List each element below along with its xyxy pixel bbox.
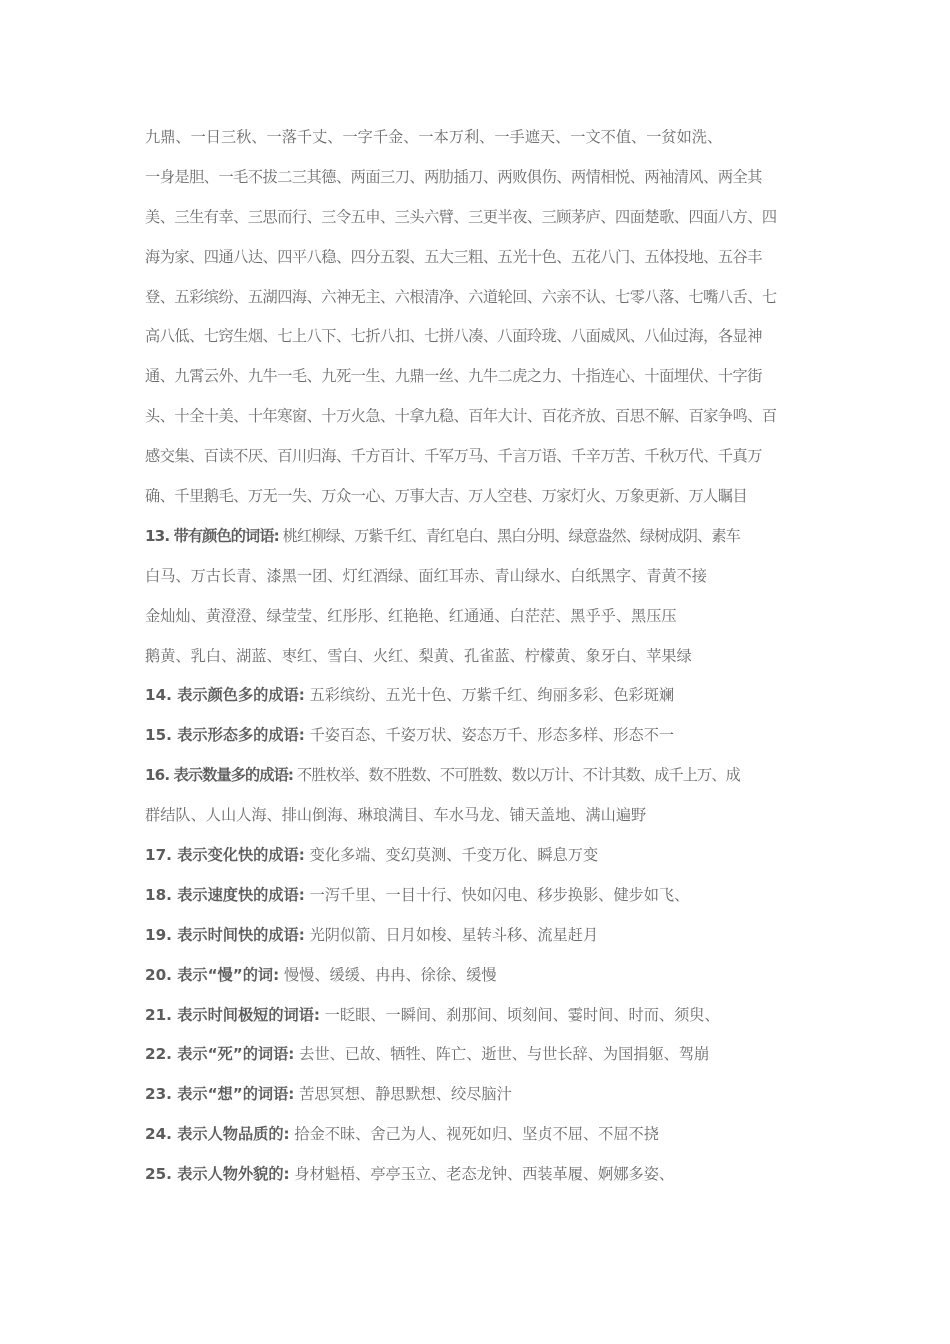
document-page xyxy=(145,118,810,1195)
section-18-label: 18. 表示速度快的成语: xyxy=(145,885,305,904)
section-24 xyxy=(145,1115,810,1155)
section-23 xyxy=(145,1075,810,1115)
section-17-text: 变化多端、变幻莫测、千变万化、瞬息万变 xyxy=(304,846,599,865)
section-24-text: 拾金不昧、舍己为人、视死如归、坚贞不屈、不屈不挠 xyxy=(289,1125,659,1144)
section-20 xyxy=(145,956,810,996)
section-13-text: 桃红柳绿、万紫千红、青红皂白、黑白分明、绿意盎然、绿树成阴、素车 xyxy=(278,526,740,545)
idiom-line-10: 确、千里鹅毛、万无一失、万众一心、万事大吉、万人空巷、万家灯火、万象更新、万人瞩目 xyxy=(145,487,748,506)
section-16-text: 不胜枚举、数不胜数、不可胜数、数以万计、不计其数、成千上万、成 xyxy=(293,766,740,785)
section-13-cont-3: 鹅黄、乳白、湖蓝、枣红、雪白、火红、梨黄、孔雀蓝、柠檬黄、象牙白、苹果绿 xyxy=(145,646,692,665)
section-25-text: 身材魁梧、亭亭玉立、老态龙钟、西装革履、婀娜多姿、 xyxy=(289,1165,675,1184)
idiom-line-2: 一身是胆、一毛不拔二三其德、两面三刀、两肋插刀、两败俱伤、两情相悦、两袖清风、两全其 xyxy=(145,167,762,186)
section-15-label: 15. 表示形态多的成语: xyxy=(145,726,305,745)
idiom-line-7: 通、九霄云外、九牛一毛、九死一生、九鼎一丝、九牛二虎之力、十指连心、十面埋伏、十字街 xyxy=(145,367,762,386)
idiom-line-4: 海为家、四通八达、四平八稳、四分五裂、五大三粗、五光十色、五花八门、五体投地、五谷丰 xyxy=(145,247,762,266)
section-19 xyxy=(145,916,810,956)
section-14-text: 五彩缤纷、五光十色、万紫千红、绚丽多彩、色彩斑斓 xyxy=(304,686,675,705)
section-21-text: 一眨眼、一瞬间、刹那间、顷刻间、霎时间、时而、须臾、 xyxy=(319,1005,720,1024)
section-22-text: 去世、已故、牺牲、阵亡、逝世、与世长辞、为国捐躯、驾崩 xyxy=(294,1045,710,1064)
section-20-text: 慢慢、缓缓、冉冉、徐徐、缓慢 xyxy=(279,965,497,984)
section-25-label: 25. 表示人物外貌的: xyxy=(145,1165,290,1184)
section-25 xyxy=(145,1155,810,1195)
section-15 xyxy=(145,716,810,756)
section-21-label: 21. 表示时间极短的词语: xyxy=(145,1005,320,1024)
section-14-label: 14. 表示颜色多的成语: xyxy=(145,686,305,705)
section-15-text: 千姿百态、千姿万状、姿态万千、形态多样、形态不一 xyxy=(304,726,675,745)
idiom-line-5: 登、五彩缤纷、五湖四海、六神无主、六根清净、六道轮回、六亲不认、七零八落、七嘴八舌、七 xyxy=(145,287,777,306)
section-16-label: 16. 表示数量多的成语: xyxy=(145,766,294,785)
section-13 xyxy=(145,517,810,557)
section-22 xyxy=(145,1035,810,1075)
section-21 xyxy=(145,996,810,1036)
idiom-line-3: 美、三生有幸、三思而行、三令五申、三头六臂、三更半夜、三顾茅庐、四面楚歌、四面八方、四 xyxy=(145,207,777,226)
section-18-text: 一泻千里、一目十行、快如闪电、移步换影、健步如飞、 xyxy=(304,885,690,904)
section-23-text: 苦思冥想、静思默想、绞尽脑汁 xyxy=(294,1085,512,1104)
idiom-line-1: 九鼎、一日三秋、一落千丈、一字千金、一本万利、一手遮天、一文不值、一贫如洗、 xyxy=(145,128,723,146)
idiom-line-6: 高八低、七窍生烟、七上八下、七折八扣、七拼八凑、八面玲珑、八面威风、八仙过海，各显神 xyxy=(145,327,762,346)
section-19-text: 光阴似箭、日月如梭、星转斗移、流星赶月 xyxy=(304,925,599,944)
idiom-line-8: 头、十全十美、十年寒窗、十万火急、十拿九稳、百年大计、百花齐放、百思不解、百家争鸣、百 xyxy=(145,407,777,426)
section-17-label: 17. 表示变化快的成语: xyxy=(145,846,305,865)
section-16 xyxy=(145,756,810,796)
section-13-cont-2: 金灿灿、黄澄澄、绿莹莹、红彤彤、红艳艳、红通通、白茫茫、黑乎乎、黑压压 xyxy=(145,606,677,625)
section-13-cont-1: 白马、万古长青、漆黑一团、灯红酒绿、面红耳赤、青山绿水、白纸黑字、青黄不接 xyxy=(145,566,707,585)
section-23-label: 23. 表示“想”的词语: xyxy=(145,1085,295,1104)
section-17 xyxy=(145,836,810,876)
section-19-label: 19. 表示时间快的成语: xyxy=(145,925,305,944)
section-24-label: 24. 表示人物品质的: xyxy=(145,1125,290,1144)
section-14 xyxy=(145,676,810,716)
section-16-cont-1: 群结队、人山人海、排山倒海、琳琅满目、车水马龙、铺天盖地、满山遍野 xyxy=(145,806,647,825)
section-18 xyxy=(145,876,810,916)
section-22-label: 22. 表示“死”的词语: xyxy=(145,1045,295,1064)
section-20-label: 20. 表示“慢”的词: xyxy=(145,965,280,984)
section-13-label: 13. 带有颜色的词语: xyxy=(145,526,279,545)
idiom-line-9: 感交集、百读不厌、百川归海、千方百计、千军万马、千言万语、千辛万苦、千秋万代、千真万 xyxy=(145,447,762,466)
